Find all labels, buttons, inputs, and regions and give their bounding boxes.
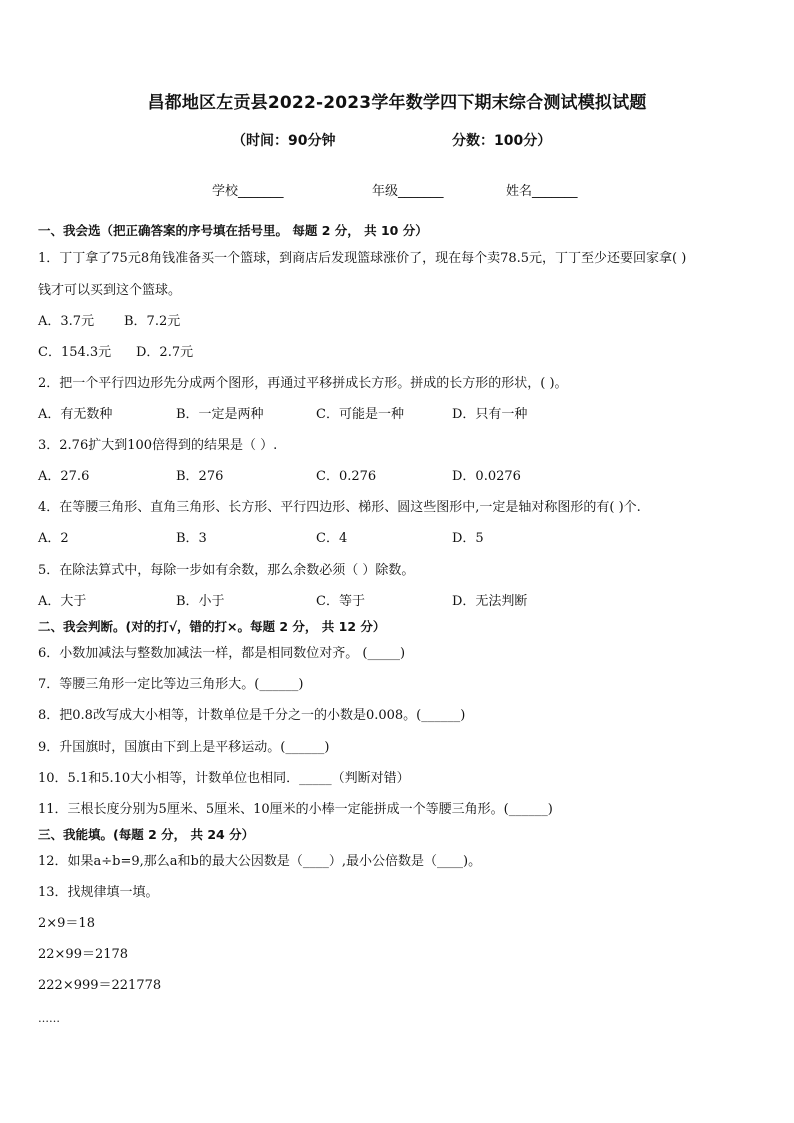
question-4-option-d[interactable]: D．5 [452, 531, 484, 546]
question-5-option-d[interactable]: D．无法判断 [452, 594, 528, 609]
question-2-option-a[interactable]: A．有无数种 [38, 407, 113, 422]
question-5-option-b[interactable]: B．小于 [176, 594, 225, 609]
question-4-text: 4．在等腰三角形、直角三角形、长方形、平行四边形、梯形、圆这些图形中,一定是轴对称图形的有( )个. [38, 500, 641, 515]
exam-score: 分数：100分） [452, 133, 552, 149]
section-2-heading: 二、我会判断。(对的打√，错的打×。每题 2 分， 共 12 分） [38, 619, 386, 634]
question-1-text-b: 钱才可以买到这个篮球。 [38, 283, 182, 298]
question-3-option-c[interactable]: C．0.276 [316, 469, 377, 484]
school-field[interactable]: 学校_______ [212, 184, 284, 199]
page-title: 昌都地区左贡县2022-2023学年数学四下期末综合测试模拟试题 [147, 93, 647, 113]
question-1-text-a: 1．丁丁拿了75元8角钱准备买一个篮球，到商店后发现篮球涨价了，现在每个卖78.5元，丁丁至少还要回家拿( ) [38, 251, 687, 266]
section-3-heading: 三、我能填。(每题 2 分， 共 24 分） [38, 827, 255, 842]
section-1-heading: 一、我会选（把正确答案的序号填在括号里。 每题 2 分， 共 10 分） [38, 223, 428, 238]
question-11-text: 11．三根长度分别为5厘米、5厘米、10厘米的小棒一定能拼成一个等腰三角形。(______) [38, 802, 553, 817]
question-1-option-d[interactable]: D．2.7元 [136, 345, 194, 360]
question-8-text: 8．把0.8改写成大小相等，计数单位是千分之一的小数是0.008。(______) [38, 708, 466, 723]
question-1-option-c[interactable]: C．154.3元 [38, 345, 112, 360]
question-2-text: 2．把一个平行四边形先分成两个图形，再通过平移拼成长方形。拼成的长方形的形状，( )。 [38, 376, 568, 391]
pattern-equation-2: 22×99＝2178 [38, 947, 129, 962]
pattern-equation-1: 2×9＝18 [38, 916, 95, 931]
grade-field[interactable]: 年级_______ [372, 184, 444, 199]
question-4-option-a[interactable]: A．2 [38, 531, 69, 546]
question-5-text: 5．在除法算式中，每除一步如有余数，那么余数必须（ ）除数。 [38, 563, 415, 578]
question-5-option-c[interactable]: C．等于 [316, 594, 365, 609]
pattern-equation-3: 222×999＝221778 [38, 978, 162, 993]
question-3-option-b[interactable]: B．276 [176, 469, 224, 484]
question-2-option-d[interactable]: D．只有一种 [452, 407, 528, 422]
question-1-option-b[interactable]: B．7.2元 [124, 314, 181, 329]
question-3-text: 3．2.76扩大到100倍得到的结果是（ ）. [38, 438, 278, 453]
name-field[interactable]: 姓名_______ [506, 184, 578, 199]
question-4-option-c[interactable]: C．4 [316, 531, 348, 546]
exam-time: （时间：90分钟 [232, 133, 336, 149]
question-4-option-b[interactable]: B．3 [176, 531, 207, 546]
question-7-text: 7．等腰三角形一定比等边三角形大。(______) [38, 677, 304, 692]
question-2-option-b[interactable]: B．一定是两种 [176, 407, 264, 422]
question-5-option-a[interactable]: A．大于 [38, 594, 87, 609]
question-2-option-c[interactable]: C．可能是一种 [316, 407, 404, 422]
question-13-text: 13．找规律填一填。 [38, 885, 159, 900]
pattern-ellipsis: …… [38, 1012, 60, 1025]
question-3-option-a[interactable]: A．27.6 [38, 469, 90, 484]
question-10-text: 10．5.1和5.10大小相等，计数单位也相同．_____（判断对错） [38, 771, 410, 786]
question-1-option-a[interactable]: A．3.7元 [38, 314, 95, 329]
question-6-text: 6．小数加减法与整数加减法一样，都是相同数位对齐。 (_____) [38, 646, 406, 661]
question-3-option-d[interactable]: D．0.0276 [452, 469, 521, 484]
question-12-text: 12．如果a÷b=9,那么a和b的最大公因数是（____）,最小公倍数是（____)。 [38, 854, 482, 869]
question-9-text: 9．升国旗时，国旗由下到上是平移运动。(______) [38, 740, 330, 755]
